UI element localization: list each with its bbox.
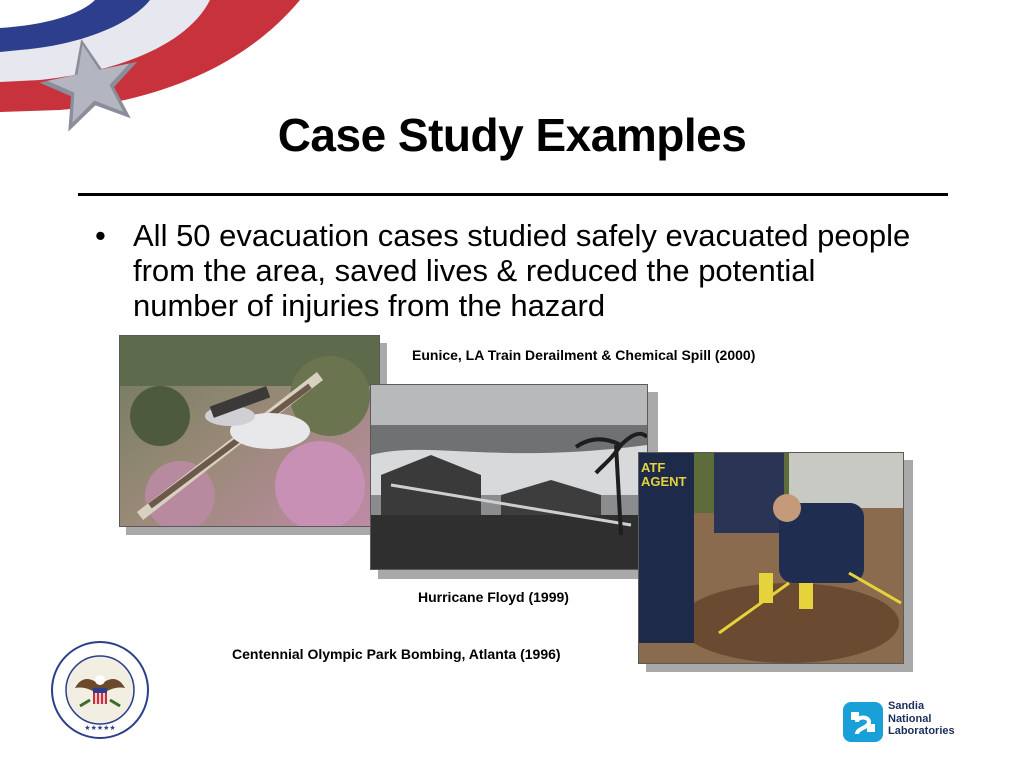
sandia-line3: Laboratories (888, 725, 955, 737)
jacket-text: ATF AGENT (641, 460, 687, 489)
sandia-line2: National (888, 712, 932, 725)
photo-caption: Hurricane Floyd (1999) (418, 589, 569, 605)
atf-agents-photo (638, 452, 904, 664)
train-derailment-photo (119, 335, 380, 527)
photo-caption: Centennial Olympic Park Bombing, Atlanta (1996) (232, 646, 561, 662)
svg-text:★★★★★: ★★★★★ (84, 725, 116, 732)
sandia-line1: Sandia (888, 700, 925, 712)
hurricane-photo (370, 384, 648, 570)
bullet-marker: • (95, 218, 106, 253)
photo-caption: Eunice, LA Train Derailment & Chemical Spill (2000) (412, 347, 756, 363)
nrc-seal-icon (50, 640, 150, 745)
title-divider (78, 193, 948, 196)
slide-title: Case Study Examples (277, 109, 747, 161)
bullet-text: All 50 evacuation cases studied safely evacuated people from the area, saved lives & reduced the potential number of injuries from the hazard (133, 218, 911, 323)
bullet-point (95, 218, 915, 323)
sandia-logo-icon (843, 700, 953, 746)
